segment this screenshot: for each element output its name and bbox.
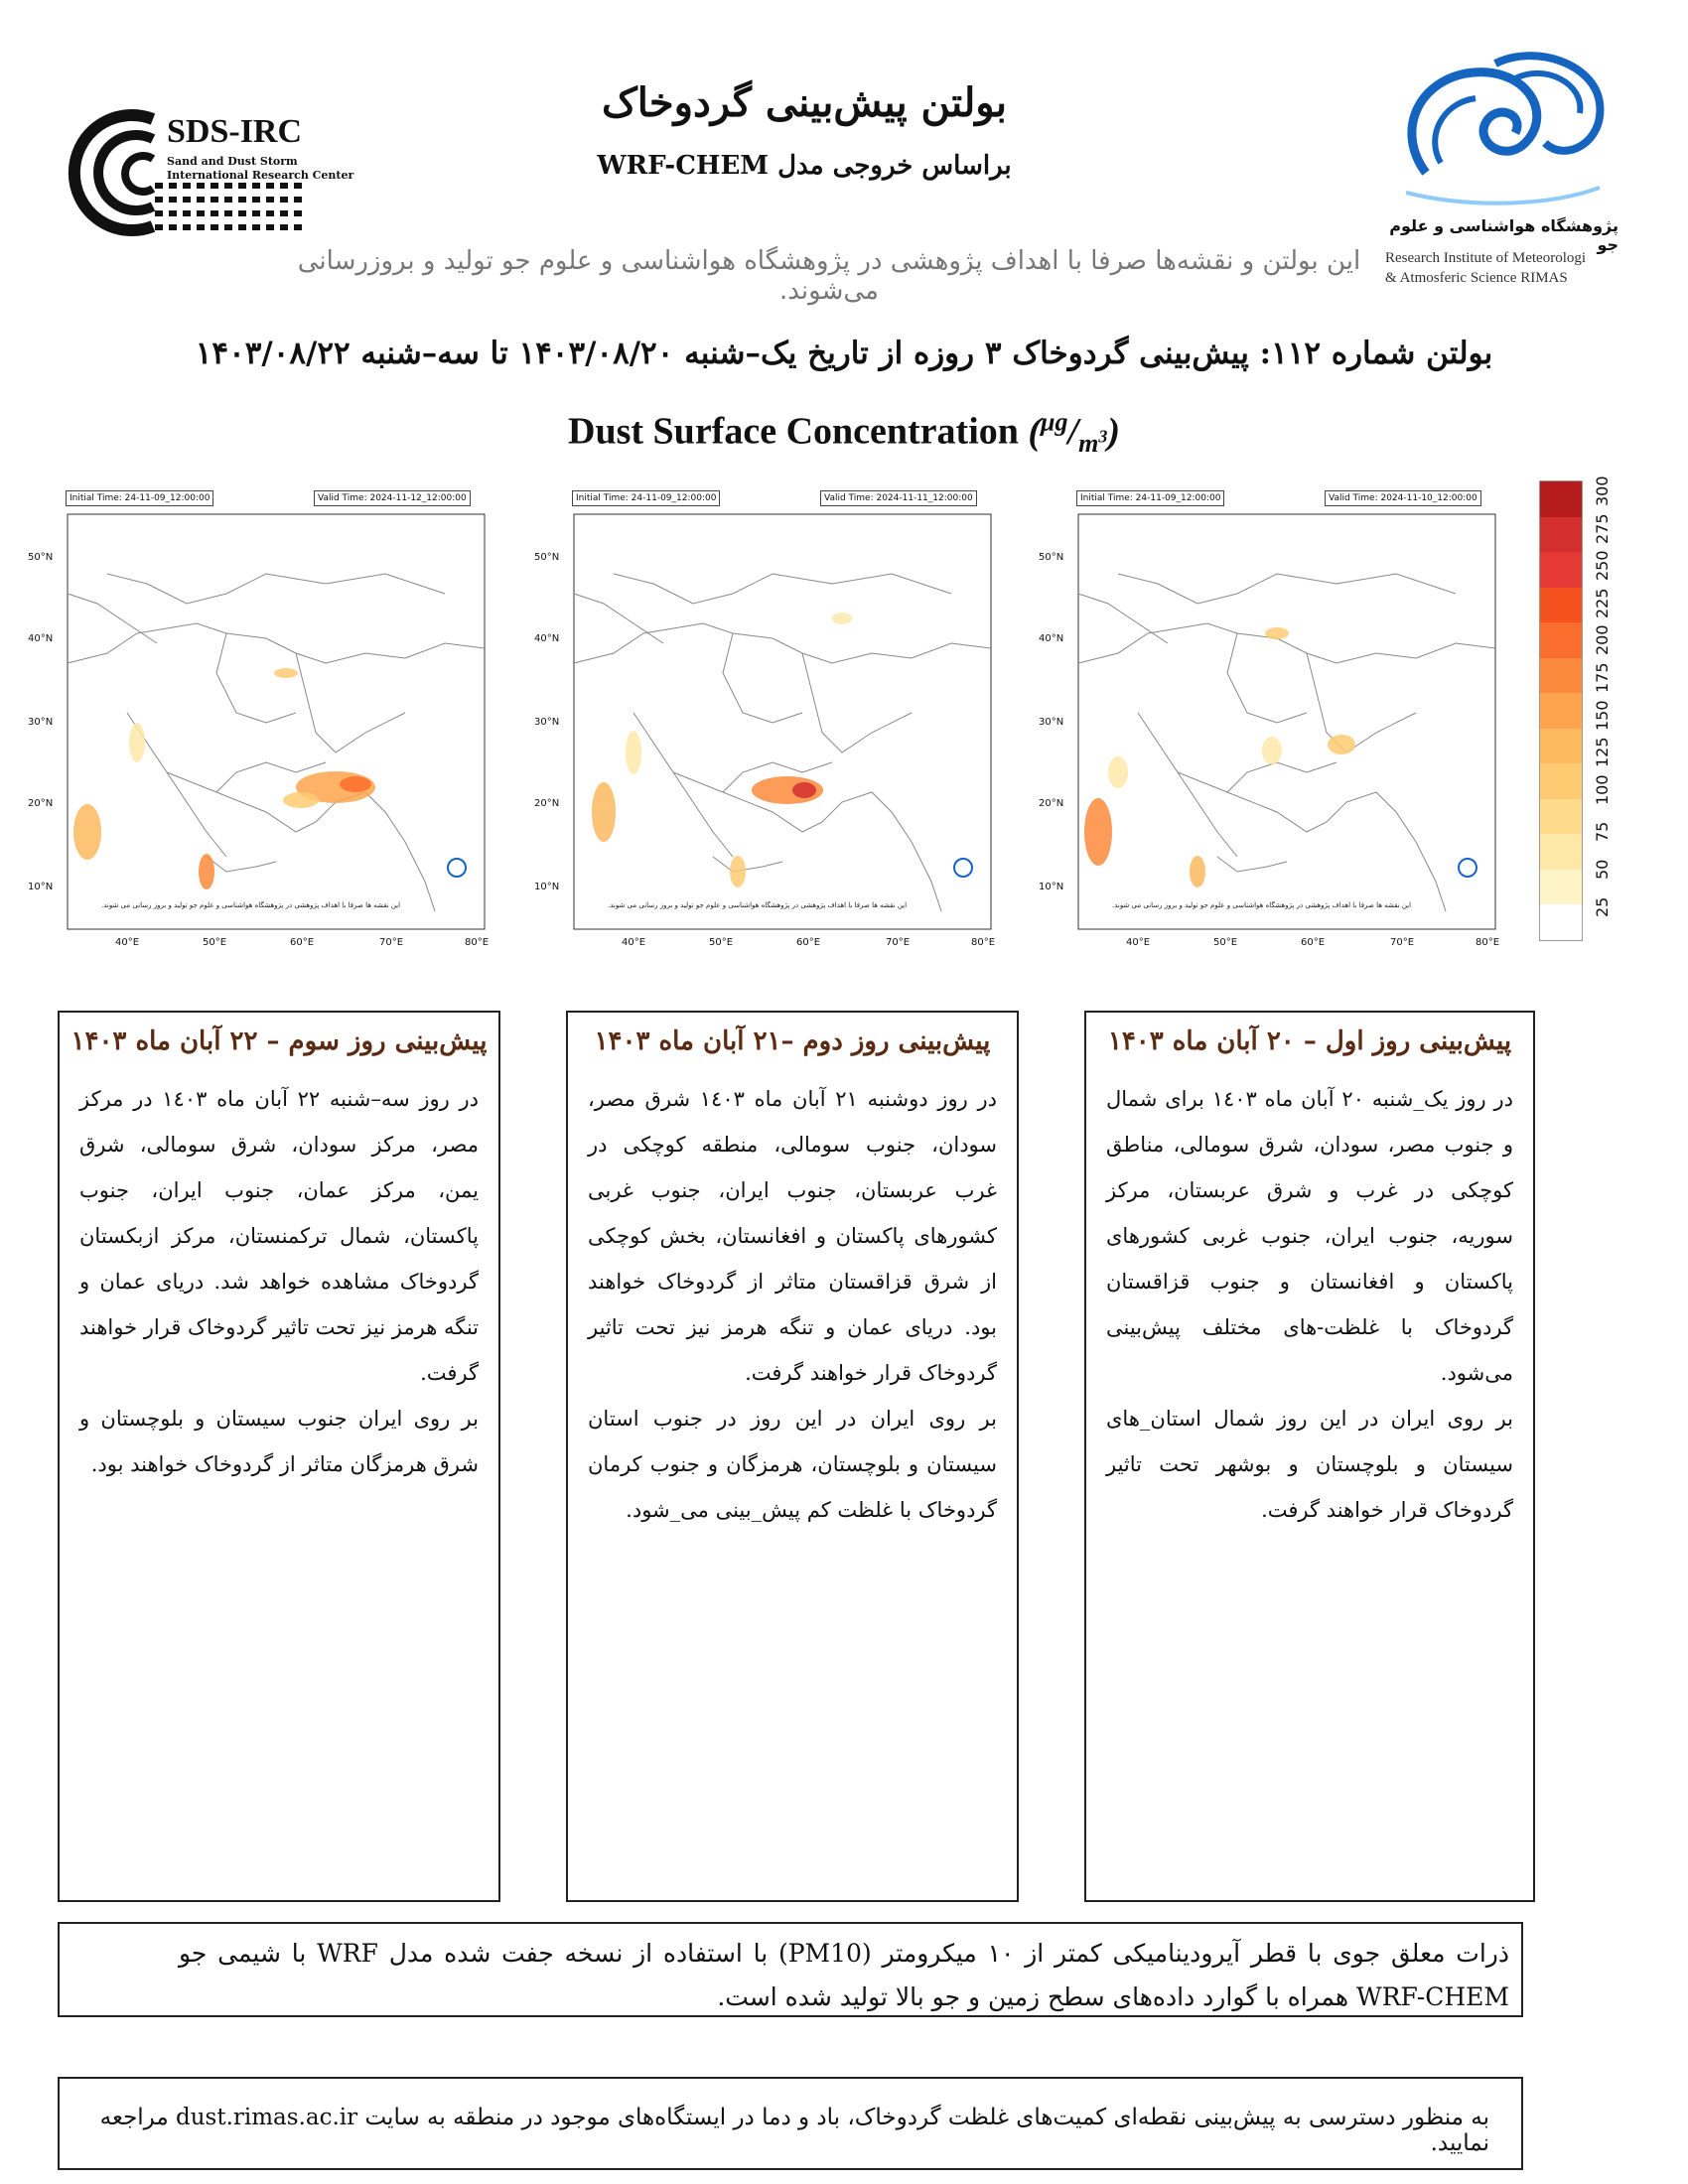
dust-plume — [792, 782, 816, 798]
model-note-text: ذرات معلق جوی با قطر آیرودینامیکی کمتر از ۱۰ میکرومتر (PM10) با استفاده از نسخه جفت شده مدل WRF با شیمی جو WRF-CHEM همراه با گوارد داده‌های سطح زمین و جو بالا تولید شده است. — [179, 1939, 1509, 2011]
dust-plume — [1108, 756, 1128, 788]
colorbar-tick-label: 75 — [1593, 822, 1612, 843]
longitude-tick-label: 80°E — [465, 937, 490, 948]
website-note-box — [58, 2077, 1523, 2170]
bulletin-number-line: بولتن شماره ۱۱۲: پیش‌بینی گردوخاک ۳ روزه از تاریخ یک–شنبه ۱۴۰۳/۰۸/۲۰ تا سه–شنبه ۱۴۰۳/۰۸/۲۲ — [195, 336, 1493, 371]
longitude-tick-label: 70°E — [379, 937, 404, 948]
sds-irc-fullname-line2: International Research Center — [167, 169, 354, 182]
colorbar-tick-label: 100 — [1593, 774, 1612, 805]
latitude-tick-label: 20°N — [1039, 798, 1064, 809]
dust-plume — [73, 804, 101, 860]
valid-time-label: Valid Time: 2024-11-10_12:00:00 — [1325, 490, 1481, 506]
colorbar-tick-label: 125 — [1593, 737, 1612, 768]
latitude-tick-label: 10°N — [28, 882, 54, 892]
colorbar-segment — [1540, 870, 1582, 905]
bulletin-subtitle: براساس خروجی مدل WRF-CHEM — [597, 151, 1012, 181]
forecast-day3-title: پیش‌بینی روز سوم – ۲۲ آبان ماه ۱۴۰۳ — [70, 1026, 488, 1056]
colorbar-tick-label: 175 — [1593, 662, 1612, 693]
colorbar-segment — [1540, 481, 1582, 517]
initial-time-label: Initial Time: 24-11-09_12:00:00 — [572, 490, 720, 506]
forecast-day1-box — [1084, 1011, 1535, 1902]
colorbar-segment — [1540, 622, 1582, 658]
colorbar-segment — [1540, 763, 1582, 799]
forecast-day1-iran-text: بر روی ایران در این روز شمال استان_های سیستان و بلوچستان و بوشهر تحت تاثیر گردوخاک قرار خواهند گرفت. — [1106, 1407, 1513, 1522]
map-frame — [1078, 514, 1495, 929]
chart-unit: $(^{\mu g}/_{m^3})$ — [1028, 407, 1120, 459]
valid-time-label: Valid Time: 2024-11-11_12:00:00 — [820, 490, 977, 506]
longitude-tick-label: 60°E — [1301, 937, 1326, 948]
latitude-tick-label: 20°N — [28, 798, 54, 809]
map-disclaimer-note: این نقشه ها صرفا با اهداف پژوهشی در پژوهشگاه هواشناسی و علوم جو تولید و بروز رسانی می شوند. — [101, 901, 401, 909]
longitude-tick-label: 50°E — [709, 937, 734, 948]
colorbar-labels — [1587, 476, 1626, 939]
colorbar-tick-label: 275 — [1593, 513, 1612, 544]
dust-plume — [730, 856, 746, 887]
colorbar-tick-label: 25 — [1593, 896, 1612, 917]
rimas-persian-name: پژوهشگاه هواشناسی و علوم جو — [1389, 216, 1618, 254]
dust-plume — [1328, 735, 1355, 754]
colorbar-tick-label: 250 — [1593, 550, 1612, 582]
colorbar-tick-label: 300 — [1593, 476, 1612, 506]
forecast-day1-text: در روز یک_شنبه ۲۰ آبان ماه ۱٤٠۳ برای شمال و جنوب مصر، سودان، شرق سومالی، مناطق کوچکی در غرب و شرق عربستان، مرکز سوریه، جنوب ایران، جنوب غربی کشورهای پاکستان و افغانستان و جنوب قزاقستان گردوخاک با غلظت-های مختلف پیش‌بینی می‌شود. — [1106, 1087, 1513, 1385]
dust-plume — [129, 723, 145, 762]
longitude-tick-label: 70°E — [1390, 937, 1415, 948]
colorbar-segment — [1540, 799, 1582, 835]
map-frame — [68, 514, 485, 929]
map-disclaimer-note: این نقشه ها صرفا با اهداف پژوهشی در پژوهشگاه هواشناسی و علوم جو تولید و بروز رسانی می شوند. — [1112, 901, 1412, 909]
dust-plume — [274, 668, 298, 678]
rimas-english-name-line2: & Atmosferic Science RIMAS — [1385, 270, 1568, 286]
valid-time-label: Valid Time: 2024-11-12_12:00:00 — [314, 490, 471, 506]
colorbar-segment — [1540, 693, 1582, 729]
forecast-day2-text: در روز دوشنبه ۲۱ آبان ماه ۱٤٠۳ شرق مصر، سودان، جنوب سومالی، منطقه کوچکی در غرب عربستان، جنوب ایران، جنوب غربی کشورهای پاکستان و افغانستان، بخش کوچکی از شرق قزاقستان متاثر از گردوخاک خواهند بود. دریای عمان و تنگه هرمز نیز تحت تاثیر گردوخاک قرار خواهند گرفت. — [588, 1087, 997, 1385]
longitude-tick-label: 60°E — [290, 937, 315, 948]
colorbar-segment — [1540, 517, 1582, 553]
forecast-day1-title: پیش‌بینی روز اول – ۲۰ آبان ماه ۱۴۰۳ — [1107, 1026, 1512, 1056]
dust-plume — [1190, 856, 1205, 887]
dust-map-day1 — [1039, 477, 1500, 973]
latitude-tick-label: 10°N — [1039, 882, 1064, 892]
latitude-tick-label: 30°N — [1039, 717, 1064, 728]
forecast-day3-text: در روز سه–شنبه ۲۲ آبان ماه ۱٤٠۳ در مرکز مصر، مرکز سودان، شرق سومالی، شرق یمن، مرکز عمان، جنوب ایران، جنوب پاکستان، شمال ترکمنستان، مرکز ازبکستان گردوخاک مشاهده خواهد شد. دریای عمان و تنگه هرمز نیز تحت تاثیر گردوخاک قرار خواهند گرفت. — [78, 1087, 479, 1385]
dust-plume — [1262, 737, 1282, 764]
dust-plume — [1265, 627, 1289, 639]
latitude-tick-label: 10°N — [534, 882, 560, 892]
map-plot-area — [62, 477, 489, 973]
forecast-day2-title: پیش‌بینی روز دوم –۲۱ آبان ماه ۱۴۰۳ — [594, 1026, 991, 1056]
colorbar-segment — [1540, 658, 1582, 694]
dust-map-day3 — [28, 477, 490, 973]
map-frame — [574, 514, 991, 929]
longitude-tick-label: 50°E — [1213, 937, 1238, 948]
latitude-tick-label: 50°N — [1039, 552, 1064, 563]
longitude-tick-label: 60°E — [796, 937, 821, 948]
website-note-text: به منظور دسترسی به پیش‌بینی نقطه‌ای کمیت‌های غلظت گردوخاک، باد و دما در ایستگاه‌های موجود در منطقه به سایت dust.rimas.ac.ir مراجعه نمایید. — [99, 2105, 1489, 2156]
forecast-day2-iran-text: بر روی ایران در این روز در جنوب استان سیستان و بلوچستان، هرمزگان و جنوب کرمان گردوخاک با غلظت کم پیش_بینی می_شود. — [588, 1407, 997, 1522]
longitude-tick-label: 80°E — [971, 937, 996, 948]
sds-irc-fullname-line1: Sand and Dust Storm — [167, 155, 298, 168]
dust-plume — [1084, 798, 1112, 866]
longitude-tick-label: 40°E — [115, 937, 140, 948]
forecast-day3-box — [58, 1011, 500, 1902]
latitude-tick-label: 40°N — [1039, 633, 1064, 644]
initial-time-label: Initial Time: 24-11-09_12:00:00 — [66, 490, 213, 506]
latitude-tick-label: 40°N — [28, 633, 54, 644]
colorbar-segment — [1540, 729, 1582, 764]
longitude-tick-label: 40°E — [622, 937, 646, 948]
initial-time-label: Initial Time: 24-11-09_12:00:00 — [1076, 490, 1224, 506]
dust-plume — [626, 731, 641, 774]
dust-plume — [199, 854, 214, 889]
longitude-tick-label: 80°E — [1476, 937, 1500, 948]
chart-title-text: Dust Surface Concentration — [568, 410, 1019, 453]
dust-map-day2 — [534, 477, 996, 973]
chart-title — [377, 407, 1311, 459]
map-plot-area — [1072, 477, 1499, 973]
colorbar-tick-label: 150 — [1593, 700, 1612, 731]
latitude-tick-label: 30°N — [534, 717, 560, 728]
longitude-tick-label: 40°E — [1126, 937, 1151, 948]
concentration-colorbar — [1539, 480, 1583, 941]
colorbar-tick-label: 225 — [1593, 588, 1612, 618]
latitude-tick-label: 30°N — [28, 717, 54, 728]
latitude-tick-label: 40°N — [534, 633, 560, 644]
colorbar-segment — [1540, 552, 1582, 588]
latitude-tick-label: 50°N — [28, 552, 54, 563]
colorbar-tick-label: 200 — [1593, 624, 1612, 656]
dust-plume — [592, 782, 616, 842]
colorbar-segment — [1540, 834, 1582, 870]
colorbar-segment — [1540, 904, 1582, 940]
latitude-tick-label: 20°N — [534, 798, 560, 809]
longitude-tick-label: 70°E — [886, 937, 911, 948]
bulletin-title: بولتن پیش‌بینی گردوخاک — [601, 79, 1008, 126]
map-plot-area — [568, 477, 995, 973]
forecast-day3-iran-text: بر روی ایران جنوب سیستان و بلوچستان و شرق هرمزگان متاثر از گردوخاک خواهند بود. — [79, 1407, 479, 1476]
map-disclaimer-note: این نقشه ها صرفا با اهداف پژوهشی در پژوهشگاه هواشناسی و علوم جو تولید و بروز رسانی می شوند. — [608, 901, 908, 909]
dust-plume — [340, 776, 371, 792]
colorbar-segment — [1540, 588, 1582, 623]
sds-irc-name: SDS-IRC — [167, 113, 303, 150]
rimas-logo — [1386, 44, 1615, 212]
research-disclaimer: این بولتن و نقشه‌ها صرفا با اهداف پژوهشی در پژوهشگاه هواشناسی و علوم جو تولید و بروزرسانی می‌شوند. — [297, 246, 1361, 306]
dust-plume — [832, 613, 852, 624]
dust-plume — [283, 792, 319, 808]
model-note-box — [58, 1922, 1523, 2017]
longitude-tick-label: 50°E — [203, 937, 227, 948]
colorbar-tick-label: 50 — [1593, 859, 1612, 880]
latitude-tick-label: 50°N — [534, 552, 560, 563]
rimas-english-name-line1: Research Institute of Meteorologi — [1385, 250, 1587, 266]
forecast-day2-box — [566, 1011, 1019, 1902]
